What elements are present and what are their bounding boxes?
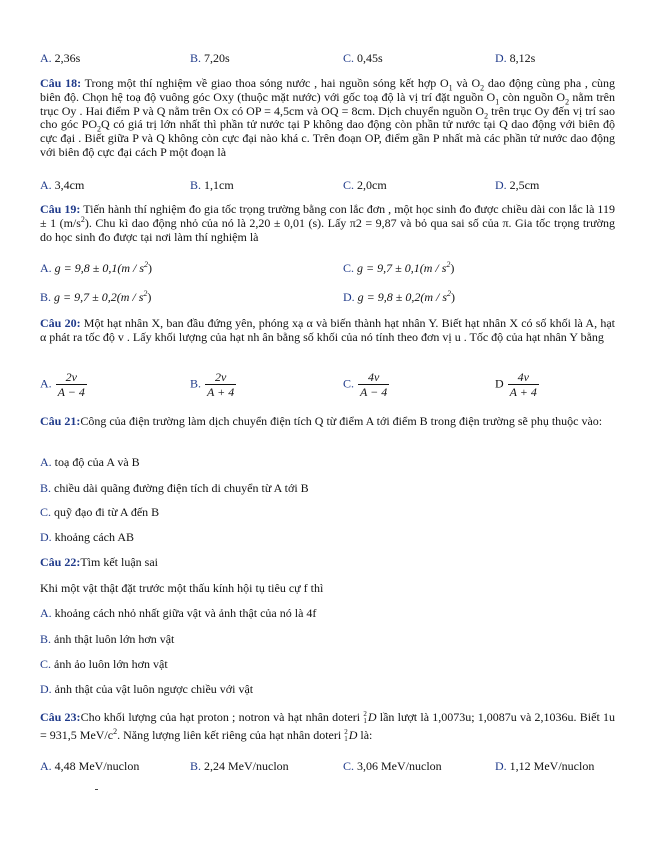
q17-options	[40, 51, 620, 67]
q21-question: Câu 21:Công của điện trường làm dịch chuyển điện tích Q từ điểm A tới điểm B trong điện trường sẽ phụ thuộc vào:	[40, 414, 603, 428]
q21-option-a[interactable]: A. toạ độ của A và B	[40, 455, 140, 469]
q22-question: Câu 22:Tìm kết luận sai	[40, 555, 158, 569]
q17-option-d[interactable]: D. 8,12s	[495, 51, 536, 65]
q19-option-c[interactable]: C. $g = 9,7 \pm 0,1(m / s^2)$	[343, 260, 455, 275]
q17-option-c[interactable]: C. 0,45s	[343, 51, 383, 65]
q20-option-b[interactable]: B. $\frac{2v}{A + 4}$	[190, 370, 235, 399]
q20-label: Câu 20:	[40, 316, 81, 330]
q20-question: Câu 20: Một hạt nhân X, ban đầu đứng yên, phóng xạ α và biến thành hạt nhân Y. Biết hạt nhân X có số khối là A, hạt α phát ra tốc độ v . Lấy khối lượng của hạt nh ân bằng số khối của nó tính theo đơn vị u . Tốc độ của hạt nhân Y bằng	[40, 316, 615, 344]
q22-option-b[interactable]: B. ảnh thật luôn lớn hơn vật	[40, 632, 175, 646]
deuterium-isotope-notation: 2 1	[363, 710, 367, 726]
q23-question: Câu 23:Cho khối lượng của hạt proton ; notron và hạt nhân doteri 2 1 D lần lượt là 1,0073u; 1,0087u và 2,1036u. Biết 1u = 931,5 MeV/$c^2$. Năng lượng liên kết riêng của hạt nhân doteri 2 1 D là:	[40, 710, 615, 744]
q23-option-d[interactable]: D. 1,12 MeV/nuclon	[495, 759, 595, 773]
q18-options	[40, 178, 620, 194]
q21-option-d[interactable]: D. khoảng cách AB	[40, 530, 134, 544]
q23-options	[40, 759, 620, 775]
q17-option-a[interactable]: A. 2,36s	[40, 51, 81, 65]
q18-option-b[interactable]: B. 1,1cm	[190, 178, 234, 192]
page-speck-mark	[95, 789, 98, 790]
q20-option-a[interactable]: A. $\frac{2v}{A - 4}$	[40, 370, 85, 399]
q18-option-d[interactable]: D. 2,5cm	[495, 178, 540, 192]
q23-label: Câu 23:	[40, 710, 81, 724]
q23-option-c[interactable]: C. 3,06 MeV/nuclon	[343, 759, 442, 773]
q17-option-b[interactable]: B. 7,20s	[190, 51, 230, 65]
q18-question: Câu 18: Trong một thí nghiệm về giao thoa sóng nước , hai nguồn sóng kết hợp $O_1$ và $O_2$ dao động cùng pha , cùng biên độ. Chọn hệ toạ độ vuông góc Oxy (thuộc mặt nước) với gốc toạ độ là vị trí đặt nguồn $O_1$ còn nguồn $O_2$ nằm trên trục Oy . Hai điểm P và Q nằm trên Ox có OP = 4,5cm và OQ = 8cm. Dịch chuyển nguồn $O_2$ trên trục Oy đến vị trí sao cho góc $PO_2Q$ có giá trị lớn nhất thì phần tử nước tại P không dao động còn phần tử nước tại Q dao động với biên độ cực đại . Biết giữa P và Q không còn cực đại nào khá c. Trên đoạn OP, điểm gần P nhất mà các phần tử nước dao động với biên độ cực đại cách P một đoạn là	[40, 76, 615, 159]
q19-option-a[interactable]: A. $g = 9,8 \pm 0,1(m / s^2)$	[40, 260, 153, 275]
q20-option-d[interactable]: D $\frac{4v}{A + 4}$	[495, 370, 537, 399]
q22-option-d[interactable]: D. ảnh thật của vật luôn ngược chiều với vật	[40, 682, 254, 696]
q19-option-d[interactable]: D. $g = 9,8 \pm 0,2(m / s^2)$	[343, 289, 456, 304]
q22-stem: Khi một vật thật đặt trước một thấu kính hội tụ tiêu cự f thì	[40, 581, 324, 595]
q21-label: Câu 21:	[40, 414, 81, 428]
q22-label: Câu 22:	[40, 555, 81, 569]
q19-options-row2	[40, 290, 620, 306]
q18-label: Câu 18:	[40, 76, 82, 90]
q19-options-row1	[40, 261, 620, 277]
deuterium-isotope-notation-2: 2 1	[344, 728, 348, 744]
q19-option-b[interactable]: B. $g = 9,7 \pm 0,2(m / s^2)$	[40, 289, 152, 304]
q20-option-c[interactable]: C. $\frac{4v}{A - 4}$	[343, 370, 388, 399]
q19-label: Câu 19:	[40, 202, 81, 216]
q19-question: Câu 19: Tiến hành thí nghiệm đo gia tốc trọng trường bằng con lắc đơn , một học sinh đo được chiều dài con lắc là 119 ± 1 $(m/s^2)$. Chu kì dao động nhỏ của nó là 2,20 ± 0,01 (s). Lấy π2 = 9,87 và bỏ qua sai số của π. Gia tốc trọng trường do học sinh đo được tại nơi làm thí nghiệm là	[40, 202, 615, 244]
q20-fraction-d: $\frac{4v}{A + 4}$	[509, 370, 537, 399]
q23-option-b[interactable]: B. 2,24 MeV/nuclon	[190, 759, 289, 773]
q20-fraction-c: $\frac{4v}{A - 4}$	[360, 370, 388, 399]
q18-option-c[interactable]: C. 2,0cm	[343, 178, 387, 192]
q20-fraction-b: $\frac{2v}{A + 4}$	[207, 370, 235, 399]
q21-option-c[interactable]: C. quỹ đạo đi từ A đến B	[40, 505, 160, 519]
q23-option-a[interactable]: A. 4,48 MeV/nuclon	[40, 759, 140, 773]
q18-option-a[interactable]: A. 3,4cm	[40, 178, 85, 192]
q22-option-c[interactable]: C. ảnh ảo luôn lớn hơn vật	[40, 657, 168, 671]
q20-options	[40, 370, 620, 404]
q22-option-a[interactable]: A. khoảng cách nhỏ nhất giữa vật và ảnh thật của nó là 4f	[40, 606, 317, 620]
q20-fraction-a: $\frac{2v}{A - 4}$	[57, 370, 85, 399]
q21-option-b[interactable]: B. chiều dài quãng đường điện tích di chuyển từ A tới B	[40, 481, 309, 495]
